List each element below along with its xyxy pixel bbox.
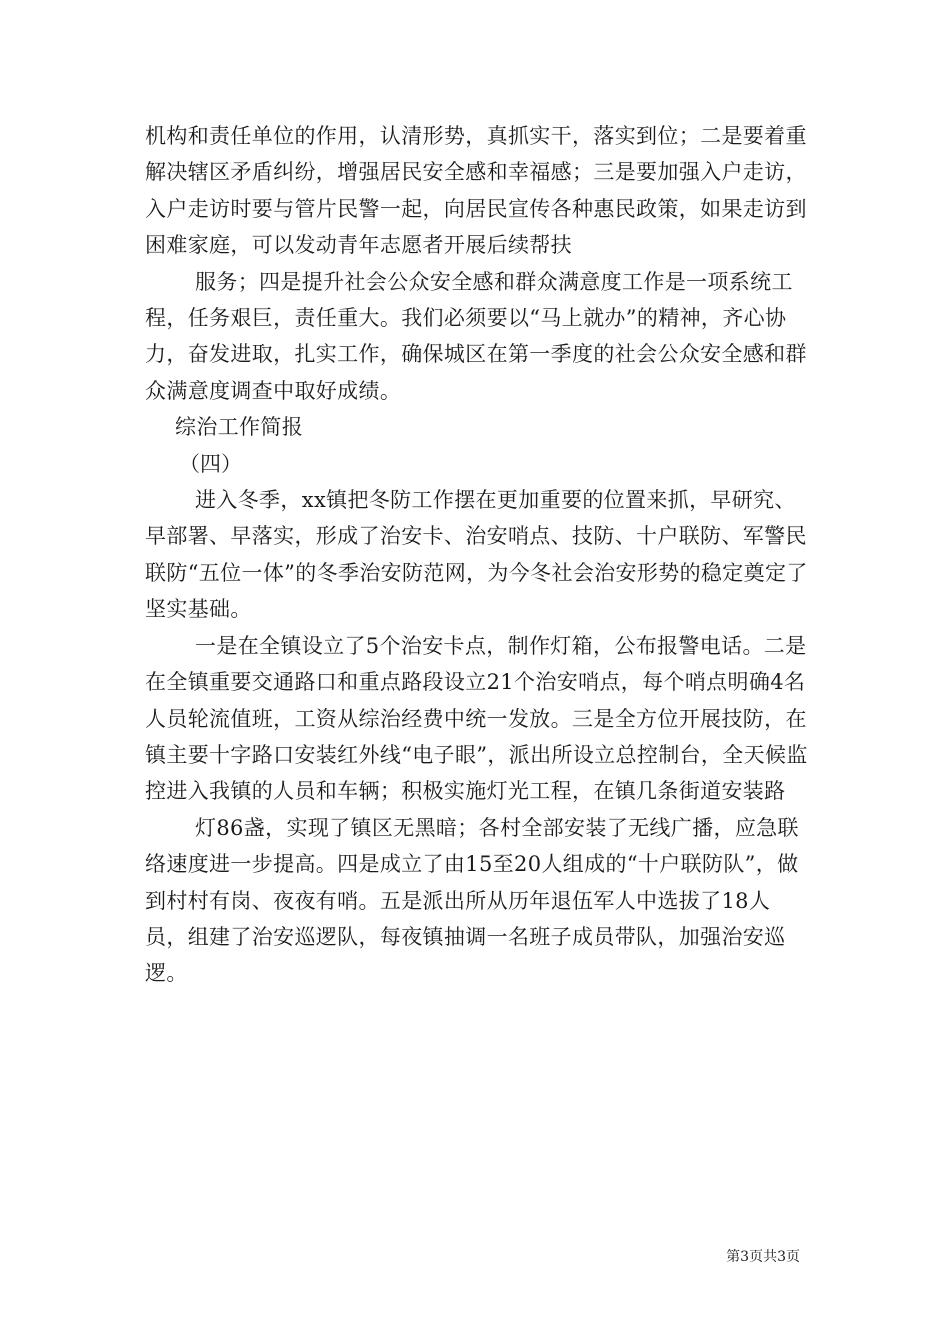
paragraph-5: 灯86盏，实现了镇区无黑暗；各村全部安装了无线广播，应急联络速度进一步提高。四是成立了由15至20人组成的“十户联防队”，做到村村有岗、夜夜有哨。五是派出所从历年退伍军人中选拔了18人员，组建了治安巡逻队，每夜镇抽调一名班子成员带队，加强治安巡逻。 (145, 815, 799, 986)
section-subheading: （四） (179, 451, 242, 476)
paragraph-1: 机构和责任单位的作用，认清形势，真抓实干，落实到位；二是要着重解决辖区矛盾纠纷，增强居民安全感和幸福感；三是要加强入户走访，入户走访时要与管片民警一起，向居民宣传各种惠民政策，如果走访到困难家庭，可以发动青年志愿者开展后续帮扶 (145, 124, 807, 258)
page-number: 第3页共3页 (726, 1249, 800, 1265)
document-body (145, 118, 810, 992)
section-heading: 综治工作简报 (175, 415, 304, 440)
paragraph-3: 进入冬季，xx镇把冬防工作摆在更加重要的位置来抓，早研究、早部署、早落实，形成了治安卡、治安哨点、技防、十户联防、军警民联防“五位一体”的冬季治安防范网，为今冬社会治安形势的稳定奠定了坚实基础。 (145, 488, 808, 622)
paragraph-4: 一是在全镇设立了5个治安卡点，制作灯箱，公布报警电话。二是在全镇重要交通路口和重点路段设立21个治安哨点，每个哨点明确4名人员轮流值班，工资从综治经费中统一发放。三是全方位开展技防，在镇主要十字路口安装红外线“电子眼”，派出所设立总控制台，全天候监控进入我镇的人员和车辆；积极实施灯光工程，在镇几条街道安装路 (145, 633, 808, 804)
paragraph-2: 服务；四是提升社会公众安全感和群众满意度工作是一项系统工程，任务艰巨，责任重大。我们必须要以“马上就办”的精神，齐心协力，奋发进取，扎实工作，确保城区在第一季度的社会公众安全感和群众满意度调查中取好成绩。 (145, 269, 807, 403)
